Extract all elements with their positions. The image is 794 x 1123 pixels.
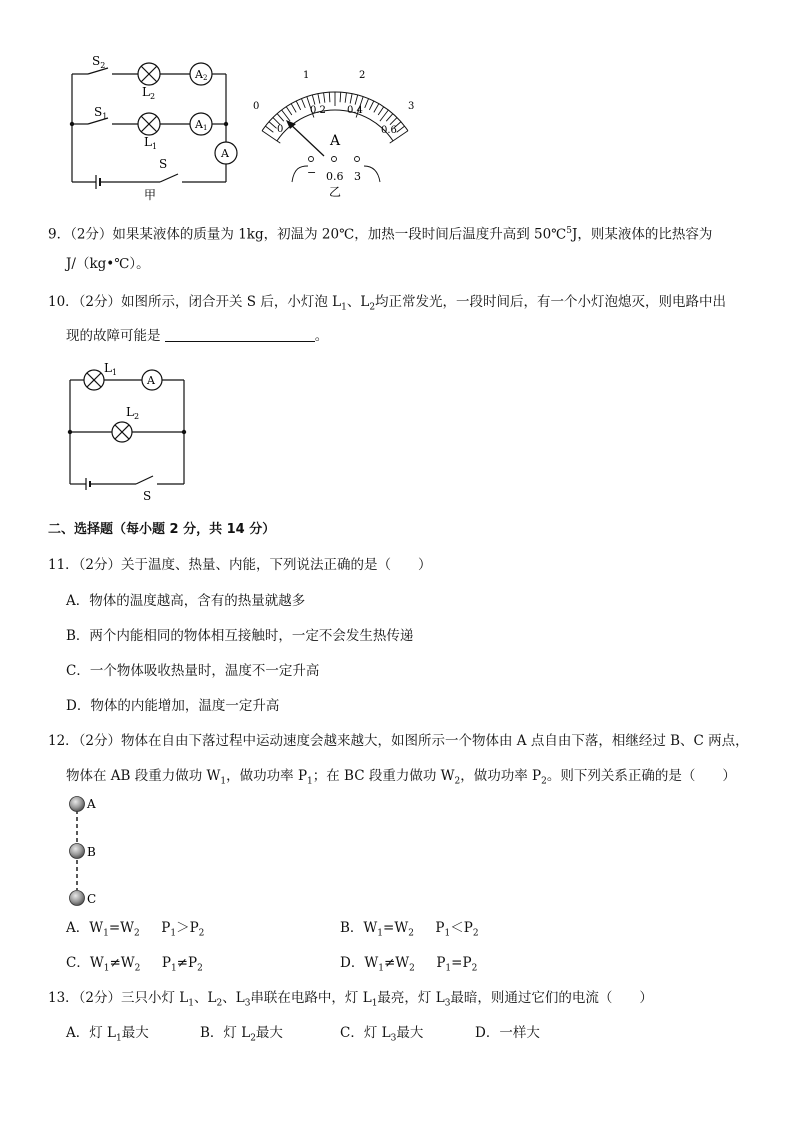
dial-outer-3: 3 <box>408 101 415 112</box>
dial-inner-04: 0.4 <box>347 105 363 116</box>
dial-unit: A <box>330 133 341 149</box>
dial-outer-0: 0 <box>253 101 260 112</box>
dial-tick <box>282 110 290 121</box>
q11-option-d[interactable]: D．物体的内能增加，温度一定升高 <box>66 698 280 714</box>
q13-stem: 13．（2分）三只小灯 $L_1$、$L_2$、$L_3$串联在电路中，灯 $L_1$最亮，灯 $L_3$最暗，则通过它们的电流（ ） <box>48 990 653 1009</box>
dial-outer-2: 2 <box>359 70 366 81</box>
dial-tick <box>312 95 315 105</box>
q11-stem: 11．（2分）关于温度、热量、内能，下列说法正确的是（ ） <box>48 557 432 573</box>
terminal-0-6: 0.6 <box>326 170 344 183</box>
q13-option-b[interactable]: B．灯 $L_2$最大 <box>200 1025 283 1044</box>
q11-option-a[interactable]: A．物体的温度越高，含有的热量就越多 <box>66 593 306 609</box>
dial-tick <box>378 107 384 115</box>
q10-lamp-l1-label: $L_1$ <box>104 361 118 377</box>
dial-tick <box>269 122 276 129</box>
dial-tick <box>318 94 320 104</box>
q10-line2: 现的故障可能是 。 <box>66 328 329 344</box>
dial-tick <box>369 101 373 110</box>
q10-switch-label: S <box>143 489 152 502</box>
q10-circuit-diagram <box>58 360 198 502</box>
q9-line1: 9．（2分）如果某液体的质量为 1kg，初温为 20℃，加热一段时间后温度升高到 50℃$^5$J，则某液体的比热容为 <box>48 226 713 243</box>
point-c-label: C <box>87 892 97 906</box>
terminal-negative: − <box>307 166 317 179</box>
q11-option-b[interactable]: B．两个内能相同的物体相互接触时，一定不会发生热传递 <box>66 628 414 644</box>
dial-inner-02: 0.2 <box>310 105 326 116</box>
dial-tick <box>301 99 305 108</box>
dial-tick <box>296 101 300 110</box>
dial-tick <box>397 126 405 132</box>
q10-line1: 10．（2分）如图所示，闭合开关 S 后，小灯泡 $L_1$、$L_2$均正常发光，一段时间后，有一个小灯泡熄灭，则电路中出 <box>48 294 727 313</box>
q13-option-c[interactable]: C．灯 $L_3$最大 <box>340 1025 424 1044</box>
dial-tick <box>324 93 325 103</box>
q12-line2: 物体在 AB 段重力做功 $W_1$，做功功率 $P_1$；在 BC 段重力做功 $W_2$，做功功率 $P_2$。则下列关系正确的是（ ） <box>66 768 736 787</box>
dial-inner-0: 0 <box>277 124 284 135</box>
q10-ammeter-label: A <box>147 374 155 387</box>
switch-s-label: S <box>159 157 168 171</box>
dial-tick <box>386 114 393 122</box>
section2-title: 二、选择题（每小题 2 分，共 14 分） <box>48 522 276 537</box>
dial-tick <box>277 114 284 122</box>
dial-tick <box>340 92 341 102</box>
point-a-label: A <box>87 797 96 811</box>
dial-tick <box>380 110 388 121</box>
circuit-caption-jia: 甲 <box>144 188 157 202</box>
dial-inner-06: 0.6 <box>381 125 397 136</box>
dial-tick <box>345 93 346 103</box>
switch-s2-label: $S_2$ <box>92 54 106 70</box>
q13-option-d[interactable]: D．一样大 <box>475 1025 540 1041</box>
circuit-diagram-jia <box>60 52 250 202</box>
ammeter-dial-yi <box>250 62 430 202</box>
dial-outer-1: 1 <box>303 70 310 81</box>
q10-answer-blank[interactable] <box>165 327 315 342</box>
q12-option-b[interactable]: B．$W_1=W_2$ $P_1<P_2$ <box>340 920 479 939</box>
q9-line2: J/（kg•℃）。 <box>66 256 150 272</box>
q13-option-a[interactable]: A．灯 $L_1$最大 <box>66 1025 149 1044</box>
point-b-label: B <box>87 845 96 859</box>
dial-tick <box>329 92 330 102</box>
q12-option-a[interactable]: A．$W_1=W_2$ $P_1>P_2$ <box>66 920 205 939</box>
dial-tick <box>390 118 397 125</box>
terminal-3: 3 <box>354 170 361 183</box>
dial-tick <box>365 99 369 108</box>
lamp-l2-label: $L_2$ <box>142 85 156 101</box>
dial-tick <box>350 94 352 104</box>
lamp-l1-label: $L_1$ <box>144 135 158 151</box>
q12-option-c[interactable]: C．$W_1\ne W_2$ $P_1\ne P_2$ <box>66 955 203 974</box>
dial-tick <box>286 107 292 115</box>
dial-tick <box>265 126 273 132</box>
ammeter-a1-label: A1 <box>195 118 208 132</box>
q12-falling-object-figure <box>64 794 114 906</box>
q12-line1: 12．（2分）物体在自由下落过程中运动速度会越来越大，如图所示一个物体由 A 点自由下落，相继经过 B、C 两点， <box>48 733 749 749</box>
ammeter-a-label: A <box>221 147 229 160</box>
dial-tick <box>374 104 379 113</box>
q11-option-c[interactable]: C．一个物体吸收热量时，温度不一定升高 <box>66 663 320 679</box>
ammeter-a2-label: A2 <box>195 68 208 82</box>
q12-option-d[interactable]: D．$W_1\ne W_2$ $P_1=P_2$ <box>340 955 478 974</box>
dial-tick <box>355 95 358 105</box>
q10-lamp-l2-label: $L_2$ <box>126 405 140 421</box>
dial-tick <box>291 104 296 113</box>
dial-caption-yi: 乙 <box>329 185 342 199</box>
switch-s1-label: $S_1$ <box>94 105 108 121</box>
